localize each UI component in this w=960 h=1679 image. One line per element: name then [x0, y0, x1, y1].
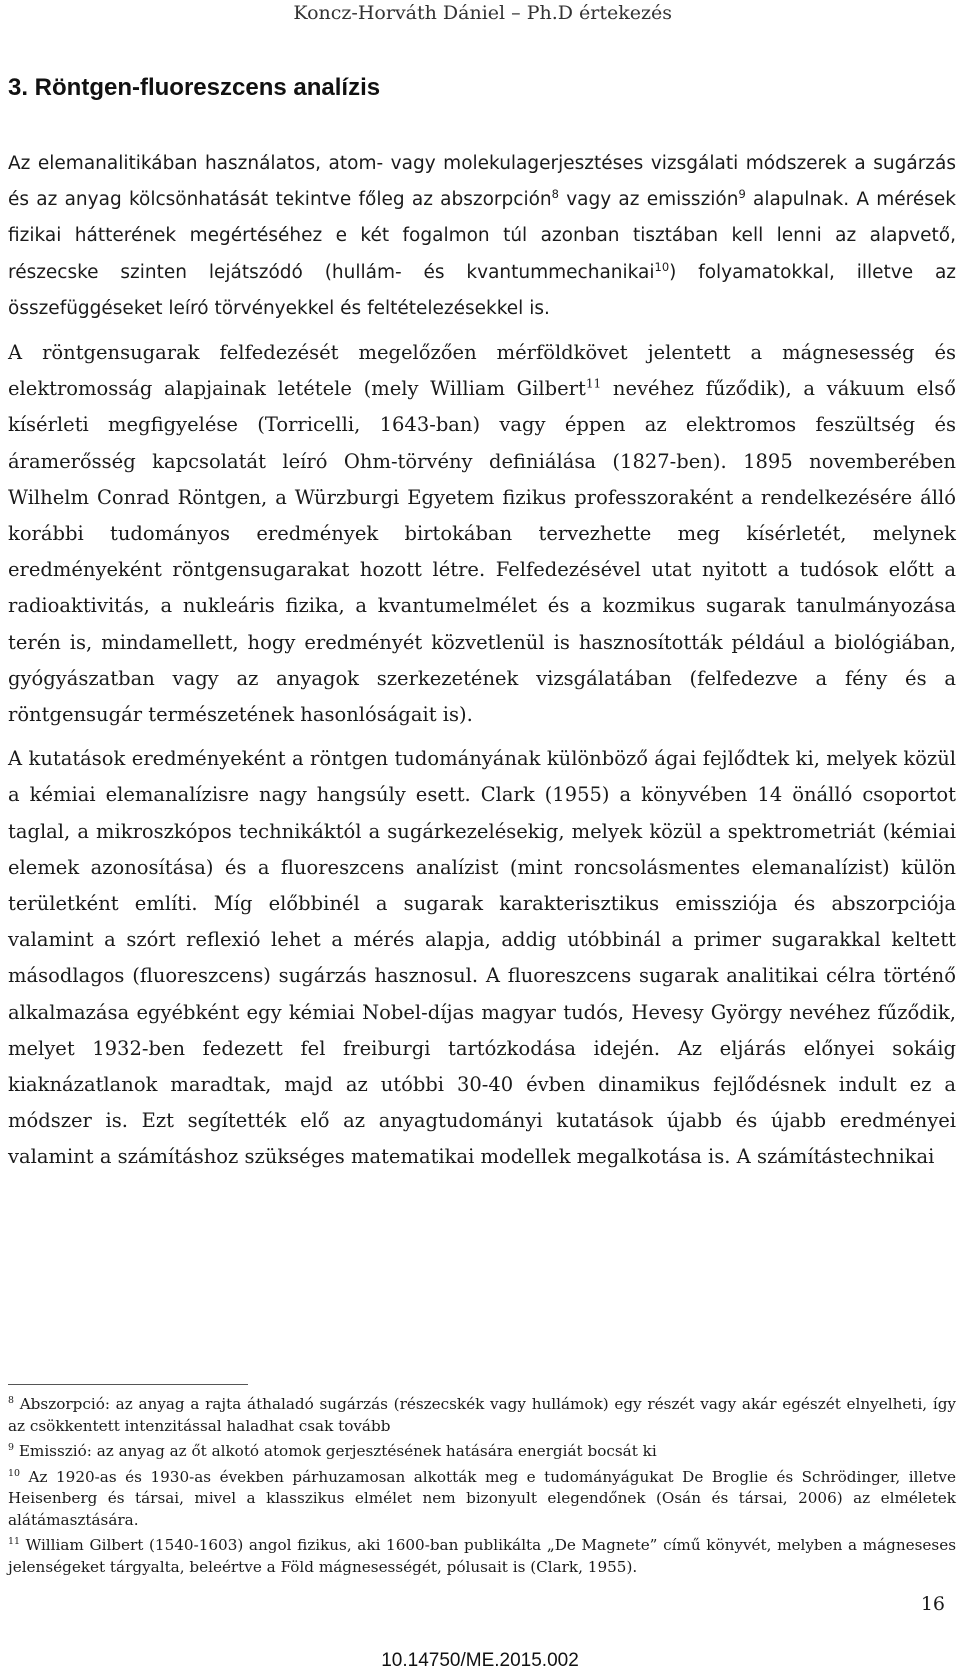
footnote-ref-8[interactable]: 8 [551, 187, 559, 202]
footnote-ref-11[interactable]: 11 [585, 376, 602, 391]
footnote-ref-10[interactable]: 10 [654, 259, 670, 274]
footnote-ref-9[interactable]: 9 [738, 187, 746, 202]
footnote-10: $^{10}$ Az 1920-as és 1930-as években párhuzamosan alkották meg e tudományágukat De Broglie és Schrödinger, illetve Heisenberg és társai, mivel a klasszikus elmélet nem bizonyult elegendőnek (Osán és társai, 2006) az elméletek alátámasztására. [8, 1467, 956, 1529]
doi-footer: 10.14750/ME.2015.002 [381, 1650, 579, 1671]
paragraph-2: A röntgensugarak felfedezését megelőzően mérföldkövet jelentett a mágnesesség és elektromosság alapjainak letétele (mely William Gilbert$^{11}$ nevéhez fűződik), a vákuum első kísérleti megfigyelése (Torricelli, 1643-ban) vagy éppen az elektromos feszültség és áramerősség kapcsolatát leíró Ohm-törvény definiálása (1827-ben). 1895 novemberében Wilhelm Conrad Röntgen, a Würzburgi Egyetem fizikus professzoraként a rendelkezésére álló korábbi tudományos eredmények birtokában tervezhette meg kísérletét, melynek eredményeként röntgensugarakat hozott létre. Felfedezésével utat nyitott a tudósok előtt a radioaktivitás, a nukleáris fizika, a kvantumelmélet és a kozmikus sugarak tanulmányozása terén is, mindamellett, hogy eredményét közvetlenül is hasznosították például a biológiában, gyógyászatban vagy az anyagok szerkezetének vizsgálatában (felfedezve a fény és a röntgensugár természetének hasonlóságait is). [8, 341, 957, 727]
footnote-8: $^8$ Abszorpció: az anyag a rajta áthaladó sugárzás (részecskék vagy hullámok) egy részét vagy akár egészét elnyelheti, így az csökkentett intenzitással haladhat csak tovább [8, 1394, 956, 1435]
footnote-separator [8, 1384, 248, 1385]
page-number: 16 [920, 1593, 945, 1615]
paragraph-1: Az elemanalitikában használatos, atom- vagy molekulagerjesztéses vizsgálati módszerek a sugárzás és az anyag kölcsönhatását tekintve főleg az abszorpción$^8$ vagy az emisszión$^9$ alapulnak. A mérések fizikai hátterének megértéséhez e két fogalmon túl azonban tisztában kell lenni az alapvető, részecske szinten lejátszódó (hullám- és kvantummechanikai$^{10}$) folyamatokkal, illetve az összefüggéseket leíró törvényekkel és feltételezésekkel is. [8, 153, 957, 319]
footnotes [8, 1394, 956, 1582]
footnote-9: $^9$ Emisszió: az anyag az őt alkotó atomok gerjesztésének hatására energiát bocsát ki [8, 1441, 657, 1460]
footnote-11: $^{11}$ William Gilbert (1540-1603) angol fizikus, aki 1600-ban publikálta „De Magnete” című könyvét, melyben a mágneseses jelenségeket tárgyalta, beleértve a Föld mágnesességét, pólusait is (Clark, 1955). [8, 1535, 956, 1576]
paragraph-3: A kutatások eredményeként a röntgen tudományának különböző ágai fejlődtek ki, melyek közül a kémiai elemanalízisre nagy hangsúly esett. Clark (1955) a könyvében 14 önálló csoportot taglal, a mikroszkópos technikáktól a sugárkezelésekig, melyek közül a spektrometriát (kémiai elemek azonosítása) és a fluoreszcens analízist (mint roncsolásmentes elemanalízist) külön területként említi. Míg előbbinél a sugarak karakterisztikus emissziója és abszorpciója valamint a szórt reflexió lehet a mérés alapja, addig utóbbinál a primer sugarakkal keltett másodlagos (fluoreszcens) sugárzás hasznosul. A fluoreszcens sugarak analitikai célra történő alkalmazása egyébként egy kémiai Nobel-díjas magyar tudós, Hevesy György nevéhez fűződik, melyet 1932-ben fedezett fel freiburgi tartózkodása idején. Az eljárás előnyei sokáig kiaknázatlanok maradtak, majd az utóbbi 30-40 évben dinamikus fejlődésnek indult ez a módszer is. Ezt segítették elő az anyagtudományi kutatások újabb és újabb eredményei valamint a számításhoz szükséges matematikai modellek megalkotása is. A számítástechnikai [8, 747, 956, 1169]
running-header: Koncz-Horváth Dániel – Ph.D értekezés [293, 2, 672, 24]
body-text [8, 146, 956, 1184]
section-title: 3. Röntgen-fluoreszcens analízis [8, 74, 381, 101]
